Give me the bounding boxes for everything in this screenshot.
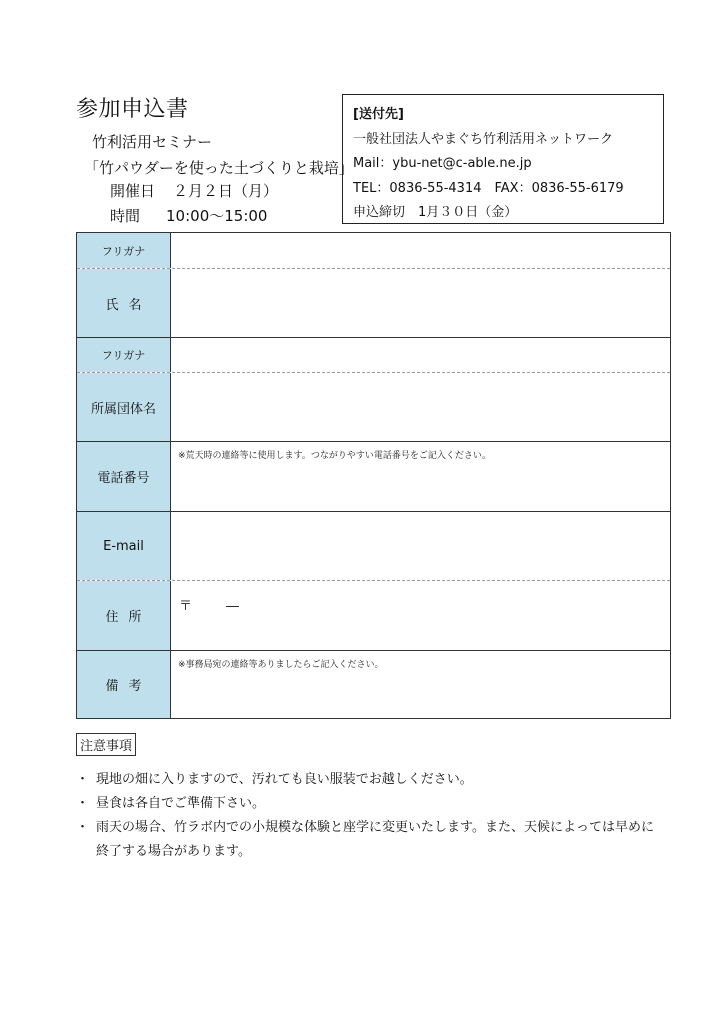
event-time [110,205,267,226]
list-item [76,816,676,864]
seminar-theme: 「竹パウダーを使った土づくりと栽培」 [84,159,354,177]
form-row-furigana-name [77,233,670,268]
furigana-name-field[interactable] [171,233,670,268]
sender-mail: Mail：ybu-net@c-able.ne.jp [353,156,532,171]
phone-field[interactable] [171,442,670,511]
form-row-phone [77,441,670,511]
note-text: 昼食は各自でご準備下さい。 [96,796,266,811]
remarks-note: ※事務局宛の連絡等ありましたらご記入ください。 [178,660,384,670]
application-form [76,232,671,719]
phone-label: 電話番号 [77,442,171,511]
note-text: 雨天の場合、竹ラボ内での小規模な体験と座学に変更いたします。また、天候によっては早めに終了する場合があります。 [96,820,654,859]
remarks-label: 備考 [77,651,171,718]
date-value: ２月２日（月） [173,182,279,200]
furigana-label: フリガナ [77,338,171,372]
form-row-email [77,511,670,580]
sender-box [342,94,664,224]
organization-label: 所属団体名 [77,373,171,441]
notes-title: 注意事項 [76,733,136,756]
bullet: ・ [76,772,90,787]
time-value: 10:00～15:00 [166,207,268,225]
bullet: ・ [76,820,90,835]
address-label: 住所 [77,581,171,650]
bullet: ・ [76,796,90,811]
name-label: 氏名 [77,269,171,337]
address-field[interactable] [171,581,670,650]
list-item [76,768,676,792]
time-label: 時間 [110,207,141,225]
date-label: 開催日 [110,182,156,200]
form-row-name [77,268,670,337]
seminar-name: 竹利活用セミナー [92,133,213,151]
note-text: 現地の畑に入りますので、汚れても良い服装でお越しください。 [96,772,473,787]
event-date [110,180,278,201]
email-label: E-mail [77,512,171,580]
furigana-organization-field[interactable] [171,338,670,372]
postal-mark: 〒 [179,599,193,614]
page-title: 参加申込書 [76,97,189,122]
sender-organization: 一般社団法人やまぐち竹利活用ネットワーク [353,131,614,147]
form-row-furigana-org [77,337,670,372]
name-field[interactable] [171,269,670,337]
list-item [76,792,676,816]
sender-heading: [送付先] [353,107,404,122]
form-row-address [77,580,670,650]
phone-note: ※荒天時の連絡等に使用します。つながりやすい電話番号をご記入ください。 [178,451,491,461]
email-field[interactable] [171,512,670,580]
remarks-field[interactable] [171,651,670,718]
notes-list [76,768,676,864]
form-row-organization [77,372,670,441]
postal-dash: ― [226,599,240,614]
application-deadline: 申込締切 1月３０日（金） [353,205,518,220]
organization-field[interactable] [171,373,670,441]
sender-tel-fax: TEL：0836-55-4314 FAX：0836-55-6179 [353,180,624,196]
furigana-label: フリガナ [77,233,171,268]
form-row-remarks [77,650,670,718]
